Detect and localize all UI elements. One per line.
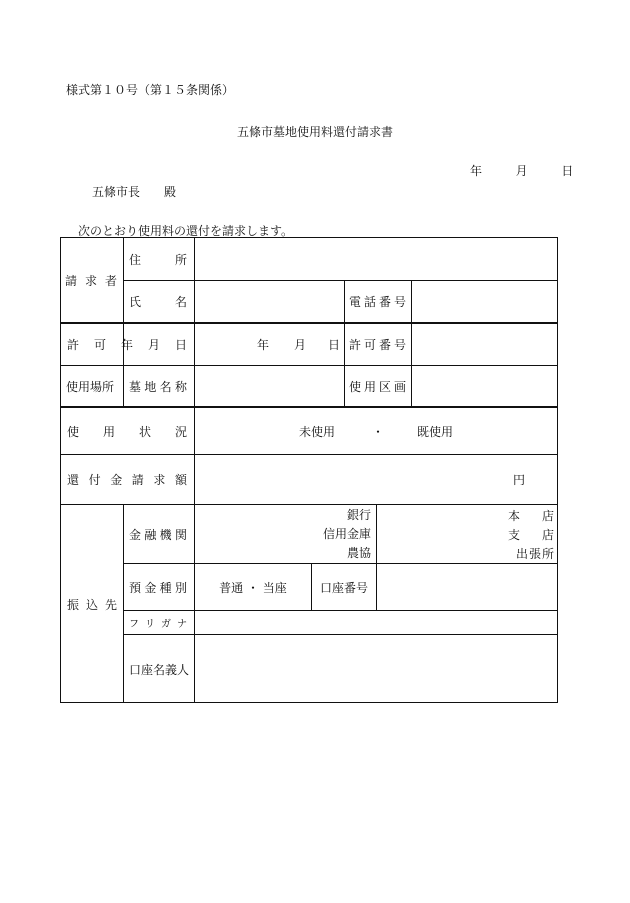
transfer-label: 振 込 先 [67, 597, 117, 612]
form-table [60, 237, 558, 703]
permit-date-label: 許 可 年 月 日 [67, 338, 187, 352]
account-holder-field[interactable] [195, 635, 558, 703]
phone-label: 電 話 番 号 [349, 294, 406, 309]
deposit-label: 預 金 種 別 [129, 580, 187, 595]
refund-amount-field[interactable] [195, 455, 558, 504]
addressee-name: 五條市長 [92, 185, 141, 199]
refund-unit: 円 [513, 473, 526, 487]
grave-name-label: 墓 地 名 称 [129, 379, 187, 394]
place-label: 使用場所 [66, 379, 115, 394]
permit-number-field[interactable] [412, 324, 558, 365]
deposit-options[interactable]: 普通 ・ 当座 [219, 580, 287, 595]
status-options[interactable] [195, 408, 558, 454]
grave-name-field[interactable] [195, 366, 344, 406]
furigana-field[interactable] [195, 611, 558, 634]
bank-field[interactable]: 銀行 信用金庫 農協 [322, 508, 371, 560]
permit-number-label: 許 可 番 号 [349, 338, 406, 352]
phone-field[interactable] [412, 280, 558, 322]
section-label: 使 用 区 画 [349, 379, 406, 394]
requester-label: 請 求 者 [65, 273, 117, 288]
status-unused[interactable]: 未使用 [299, 424, 336, 439]
account-holder-label: 口座名義人 [129, 662, 190, 677]
status-dot: ・ [372, 424, 385, 439]
account-number-label: 口座番号 [319, 580, 368, 595]
addressee-honorific: 殿 [164, 185, 177, 199]
furigana-label: フ リ ガ ナ [129, 619, 187, 630]
permit-date-field[interactable]: 年 月 日 [257, 338, 341, 352]
date-month: 月 [515, 164, 528, 178]
name-field[interactable] [195, 280, 344, 322]
account-number-field[interactable] [377, 564, 558, 610]
date-year: 年 [470, 164, 483, 178]
address-field[interactable] [195, 238, 558, 280]
address-label: 住 所 [129, 252, 187, 267]
refund-label: 還 付 金 請 求 額 [67, 473, 187, 487]
name-label: 氏 名 [129, 294, 187, 309]
status-label: 使 用 状 況 [67, 424, 187, 439]
date-day: 日 [561, 164, 574, 178]
intro-text: 次のとおり使用料の還付を請求します。 [78, 224, 294, 238]
form-number: 様式第１０号（第１５条関係） [66, 83, 235, 97]
status-used[interactable]: 既使用 [417, 424, 454, 439]
date-line [470, 162, 573, 179]
branch-field[interactable]: 本 店 支 店 出 張 所 [508, 509, 554, 561]
addressee [92, 183, 176, 200]
section-field[interactable] [412, 366, 558, 406]
bank-label: 金 融 機 関 [129, 527, 187, 542]
document-title: 五條市墓地使用料還付請求書 [236, 125, 393, 139]
